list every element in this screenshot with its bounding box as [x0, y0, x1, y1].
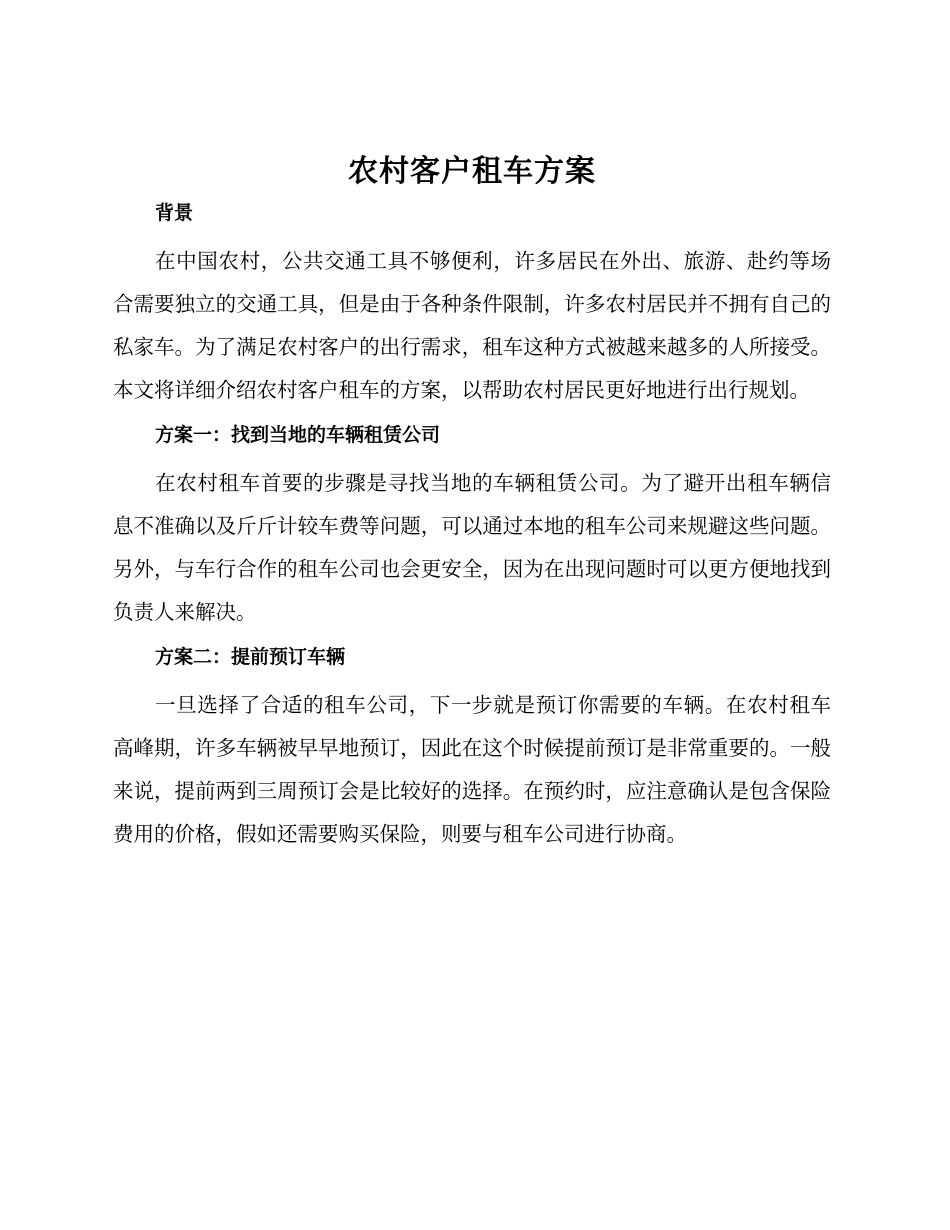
- section-background: [113, 200, 831, 412]
- section-paragraph: 在中国农村，公共交通工具不够便利，许多居民在外出、旅游、赴约等场合需要独立的交通工具，但是由于各种条件限制，许多农村居民并不拥有自己的私家车。为了满足农村客户的出行需求，租车这种方式被越来越多的人所接受。本文将详细介绍农村客户租车的方案，以帮助农村居民更好地进行出行规划。: [113, 249, 831, 402]
- section-paragraph: 一旦选择了合适的租车公司，下一步就是预订你需要的车辆。在农村租车高峰期，许多车辆被早早地预订，因此在这个时候提前预订是非常重要的。一般来说，提前两到三周预订会是比较好的选择。在预约时，应注意确认是包含保险费用的价格，假如还需要购买保险，则要与租车公司进行协商。: [113, 693, 831, 846]
- section-heading: 方案一：找到当地的车辆租赁公司: [155, 424, 441, 446]
- section-plan-two: [113, 644, 831, 856]
- section-paragraph: 在农村租车首要的步骤是寻找当地的车辆租赁公司。为了避开出租车辆信息不准确以及斤斤计较车费等问题，可以通过本地的租车公司来规避这些问题。另外，与车行合作的租车公司也会更安全，因为在出现问题时可以更方便地找到负责人来解决。: [113, 471, 831, 624]
- document-title: 农村客户租车方案: [348, 154, 596, 189]
- section-plan-one: [113, 422, 831, 634]
- section-heading: 背景: [155, 202, 194, 224]
- section-heading: 方案二：提前预订车辆: [155, 646, 346, 668]
- document-page: [113, 150, 831, 866]
